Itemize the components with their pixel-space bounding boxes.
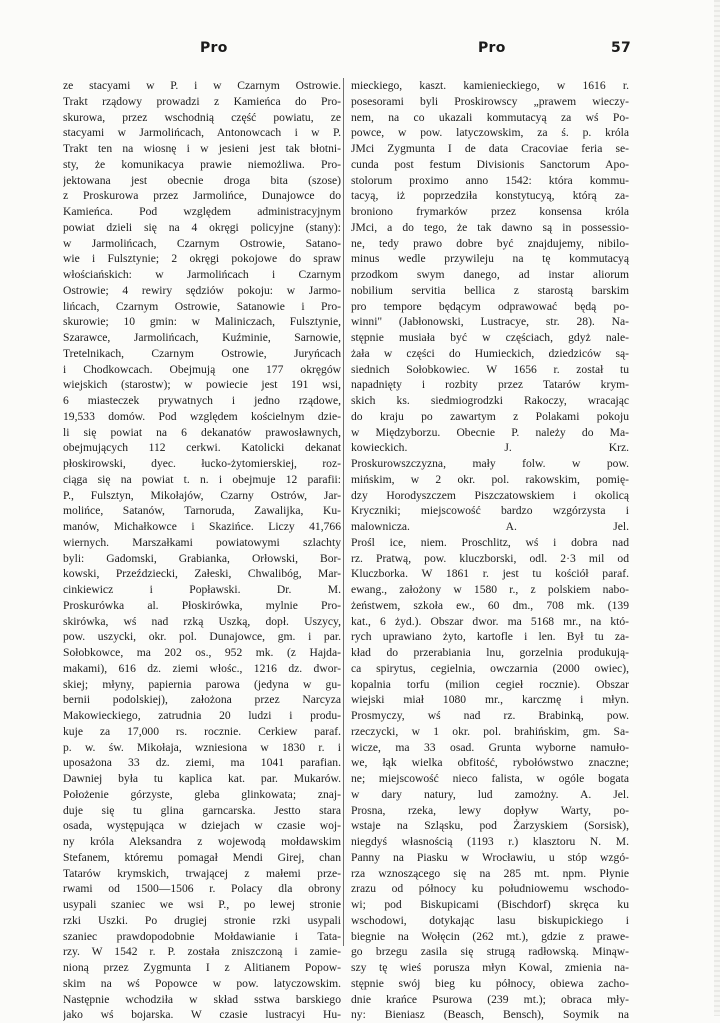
text-line: kład do przerabiania lnu, gorzelnia produkują- (351, 646, 629, 659)
text-line: sty, że komunikacya prawie niemożliwa. Pro- (63, 157, 341, 171)
text-line: Tretelnikach, Czarnym Ostrowie, Juryńcach (63, 346, 341, 360)
text-line: powce, w pow. latyczowskim, za ś. p. króla (351, 126, 629, 140)
text-line: w Międzyborzu. Obecnie P. należy do Ma- (351, 425, 629, 439)
text-line: w dary natury, lud zamożny. A. Jel. (351, 787, 629, 801)
page-header (0, 40, 720, 60)
text-line: żeństwem, szkoła ew., 60 dm., 708 mk. (139 (351, 598, 629, 612)
text-line: pow. uszycki, okr. pol. Dunajowce, gm. i par. (63, 630, 341, 644)
text-line: ne, tedy prawo dobre być znajdujemy, nibilo- (351, 236, 629, 250)
text-line: rzeczycki, w 1 okr. pol. brahińskim, gm. Sa- (351, 724, 629, 738)
text-line: rzy. W 1542 r. P. została zniszczoną i zamie- (63, 945, 341, 959)
text-line: wi; pod Biskupicami (Bischdorf) skręca ku (351, 898, 629, 911)
text-line: napadnięty i rozbity przez Tatarów krym- (351, 378, 629, 392)
text-line: i Chodkowcach. Obejmują one 177 okręgów (63, 362, 341, 376)
text-line: Proskurówka al. Płoskirówka, mylnie Pro- (63, 598, 341, 612)
text-line: z Proskurowa przez Jarmolińce, Dunajowce do (63, 189, 341, 203)
text-line: skurowie; 10 gmin: w Maliniczach, Fulsztynie, (63, 315, 341, 329)
text-line: molińce, Satanów, Tarnoruda, Zawalijka, Ku- (63, 504, 341, 518)
text-line: włościańskich: w Jarmolińcach i Czarnym (63, 268, 341, 281)
text-line: nobilium servitia bellica z starostą barskim (351, 283, 629, 297)
text-line: Stefanem, któremu pomagał Mendi Girej, chan (63, 850, 341, 864)
text-line: osada, występująca w dziejach w czasie woj- (63, 819, 341, 833)
text-line: wschodowi, dotykając lasu biskupickiego i (351, 913, 629, 927)
text-line: wiejskich (starostw); w powiecie jest 191 wsi, (63, 378, 341, 392)
text-line: Tatarów krymskich, trwającej z małemi prze- (63, 866, 341, 880)
text-line: winni" (Jabłonowski, Lustracye, str. 28). Na- (351, 315, 629, 329)
text-line: posesorami byli Proskirowscy „prawem wieczy- (351, 94, 629, 108)
text-line: kat., 6 żyd.). Obszar dwor. ma 5168 mr., na któ- (351, 614, 629, 628)
text-line: go brzegu zasila się strugą radłowską. Minąw- (351, 945, 629, 959)
text-line: JMci Zygmunta I de data Cracoviae feria se- (351, 142, 629, 155)
text-line: jako wś bojarska. W czasie lustracyi Hu- (63, 1008, 341, 1022)
text-line: pro tempore będącym odprawować będą po- (351, 299, 629, 313)
text-line: stępnie musiała być w częściach, gdyż nale- (351, 331, 629, 344)
text-line: malownicza. A. Jel. (351, 520, 629, 533)
text-line: siednich Sołobkowiec. W 1656 r. został tu (351, 362, 629, 376)
text-line: we, łąk wielka obfitość, rybołówstwo znaczne; (351, 756, 629, 770)
text-line: minus wedle przywileju na tę kommutacyą (351, 252, 629, 266)
text-line: bernii podolskiej), założona przez Narcyza (63, 693, 341, 707)
text-line: wie i Fulsztynie; 2 okręgi pokojowe do spraw (63, 252, 341, 266)
text-line: Prosmyczy, wś nad rz. Brabinką, pow. (351, 709, 629, 722)
text-line: Trakt rządowy prowadzi z Kamieńca do Pro- (63, 94, 341, 108)
text-line: Kryczniki; miejscowość bardzo wzgórzysta i (351, 504, 629, 518)
text-line: li się powiat na 6 dekanatów prawosławnych, (63, 425, 341, 439)
text-line: skim na wś Popowce w pow. latyczowskim. (63, 976, 341, 990)
text-line: skirówka, wś nad rzką Uszką, dopł. Uszycy, (63, 614, 341, 628)
text-line: skiej; młyny, papiernia parowa (jedyna w gu- (63, 677, 341, 691)
scan-edge (714, 0, 720, 1016)
text-line: kuje za 17,000 rs. rocznie. Cerkiew paraf. (63, 724, 341, 738)
text-line: płoskirowski, dyec. łucko-żytomierskiej, roz- (63, 457, 341, 470)
text-line: szy tę wieś porusza młyn Kowal, zmienia na- (351, 961, 629, 974)
text-line: duje się tu glina garncarska. Jestto stara (63, 803, 341, 817)
text-line: niegdyś własnością (1193 r.) klasztoru N. M. (351, 835, 629, 848)
text-line: Prośl ice, niem. Proschlitz, wś i dobra nad (351, 535, 629, 549)
text-line: żała w części do Humieckich, dziedziców są- (351, 346, 629, 360)
text-line: wstaje na Szląsku, pod Żarzyskiem (Sorsisk), (351, 819, 629, 833)
text-line: dzy Horodyszczem Piszczatowskiem i okolicą (351, 488, 629, 502)
text-line: tacyą, iż poprzedziła konstytucyą, którą za- (351, 189, 629, 203)
text-line: Makowieckiego, zatrudnia 20 ludzi i produ- (63, 709, 341, 722)
text-line: rwami od 1500—1506 r. Polacy dla obrony (63, 882, 341, 896)
text-line: ca spirytus, cegielnia, owczarnia (2000 owiec), (351, 661, 629, 675)
text-line: lińcach, Czarnym Ostrowie, Satanowie i Pro- (63, 299, 341, 313)
text-line: nem, na co ukazali kommutacyą za wś Po- (351, 110, 629, 124)
text-line: dnie krańce Psurowa (239 mt.); obraca mły- (351, 992, 629, 1006)
left-column (63, 78, 341, 1023)
text-line: Prosna, rzeka, lewy dopływ Warty, po- (351, 803, 629, 817)
text-line: Trakt ten na wiosnę i w jesieni jest tak błotni- (63, 142, 341, 155)
text-line: skich ks. siedmiogrodzki Rakoczy, wracając (351, 394, 629, 407)
text-line: makami), 616 dz. ziemi włośc., 1216 dz. dwor- (63, 661, 341, 675)
text-line: do kraju po zawartym z Polakami pokoju (351, 409, 629, 423)
running-head-right: Pro (478, 40, 506, 56)
text-line: byli: Gadomski, Grabianka, Orłowski, Bor- (63, 551, 341, 565)
text-line: wiejski miał 1080 mr., karczmę i młyn. (351, 693, 629, 707)
text-line: Ostrowie; 4 rewiry sędziów pokoju: w Jarmo- (63, 283, 341, 297)
text-line: Następnie wchodziła w skład sstwa barskiego (63, 992, 341, 1006)
text-line: cunda post festum Divisionis Sanctorum Apo- (351, 157, 629, 171)
text-line: 19,533 domów. Pod względem kościelnym dzie- (63, 409, 341, 423)
text-line: biegnie na Wołęcin (262 mt.), gdzie z prawe- (351, 929, 629, 943)
text-line: rzki Uszki. Po drugiej stronie rzki usypali (63, 913, 341, 927)
text-line: usypali szaniec we wsi P., po lewej stronie (63, 898, 341, 911)
text-line: kopalnia torfu (milion cegieł rocznie). Obszar (351, 677, 629, 691)
text-line: obejmujących 112 cerkwi. Katolicki dekanat (63, 441, 341, 455)
text-line: Sołobkowce, ma 202 os., 952 mk. (z Hajda- (63, 646, 341, 659)
text-line: stępnie swój bieg ku północy, obiewa zacho- (351, 976, 629, 990)
text-line: uposażona 33 dz. ziemi, ma 1041 parafian. (63, 756, 341, 770)
text-line: Proskurowszczyzna, mały folw. w pow. (351, 457, 629, 470)
text-line: zrazu od północy ku południowemu wschodo- (351, 882, 629, 896)
text-line: 6 miasteczek prywatnych i jedno rządowe, (63, 394, 341, 407)
text-line: powiat dzieli się na 4 okręgi policyjne (stany): (63, 220, 341, 234)
page-number: 57 (611, 40, 632, 56)
text-line: skurowa, przez wschodnią część powiatu, ze (63, 110, 341, 124)
text-line: P., Fulsztyn, Mikołajów, Czarny Ostrów, Jar- (63, 488, 341, 502)
text-line: kowski, Przeździecki, Załeski, Chwalibóg, Mar- (63, 567, 341, 581)
text-line: Położenie górzyste, gleba glinkowata; znaj- (63, 787, 341, 801)
text-line: ciąga się na powiat t. n. i obejmuje 12 parafii: (63, 472, 341, 486)
running-head-left: Pro (200, 40, 228, 56)
text-line: ewang., założony w 1580 r., z polskiem nabo- (351, 583, 629, 596)
text-line: JMci, a do tego, że tak dawno są in possessio- (351, 220, 629, 234)
text-line: mińskim, w 2 okr. pol. rakowskim, pomię- (351, 472, 629, 486)
text-line: stacyami w Jarmolińcach, Antonowcach i w P. (63, 126, 341, 140)
right-column (351, 78, 629, 1023)
text-line: ne; miejscowość nieco falista, w ogóle bogata (351, 772, 629, 785)
text-line: przodkom swym danego, ad instar aliorum (351, 268, 629, 281)
text-line: Dawniej była tu kaplica kat. par. Mukarów. (63, 772, 341, 785)
text-line: Kamieńca. Pod względem administracyjnym (63, 205, 341, 218)
text-line: w Jarmolińcach, Czarnym Ostrowie, Satano- (63, 236, 341, 250)
text-line: Panny na Piasku w Wrocławiu, u stóp wzgó- (351, 850, 629, 864)
text-line: mieckiego, kaszt. kamienieckiego, w 1616 r. (351, 79, 629, 92)
text-line: jektowana jest obecnie droga bita (szose) (63, 173, 341, 187)
text-line: szaniec prawdopodobnie Mołdawianie i Tata- (63, 929, 341, 943)
text-line: ny: Bieniasz (Beasch, Bensch), Soymik na (351, 1008, 629, 1022)
text-line: cinkiewicz i Popławski. Dr. M. (63, 583, 341, 596)
text-line: kowieckich. J. Krz. (351, 441, 629, 455)
text-line: stolorum proximo anno 1542: która kommu- (351, 173, 629, 187)
text-line: wiernych. Marszałkami powiatowymi szlachty (63, 535, 341, 549)
text-line: ny króla Aleksandra z wojewodą mołdawskim (63, 835, 341, 848)
text-line: manów, Michałkowce i Skazińce. Liczy 41,766 (63, 520, 341, 533)
text-line: broniono frymarków przez konsensa króla (351, 205, 629, 218)
text-line: nioną przez Zygmunta I z Alitianem Popow- (63, 961, 341, 974)
text-line: p. w. św. Mikołaja, wzniesiona w 1830 r. i (63, 740, 341, 754)
text-line: Szarawce, Jarmolińcach, Kuźminie, Sarnowie, (63, 331, 341, 344)
text-line: ze stacyami w P. i w Czarnym Ostrowie. (63, 79, 341, 92)
text-line: Kluczborka. W 1861 r. jest tu kościół paraf. (351, 567, 629, 581)
text-line: rych uprawiano żyto, kartofle i len. Był tu za- (351, 630, 629, 644)
text-line: wicze, ma 33 osad. Grunta wyborne namuło- (351, 740, 629, 754)
text-line: rza wznoszącego się na 285 mt. npm. Płynie (351, 866, 629, 880)
column-divider (343, 78, 344, 946)
text-line: rz. Pratwą, pow. kluczborski, odl. 2·3 mil od (351, 551, 629, 565)
